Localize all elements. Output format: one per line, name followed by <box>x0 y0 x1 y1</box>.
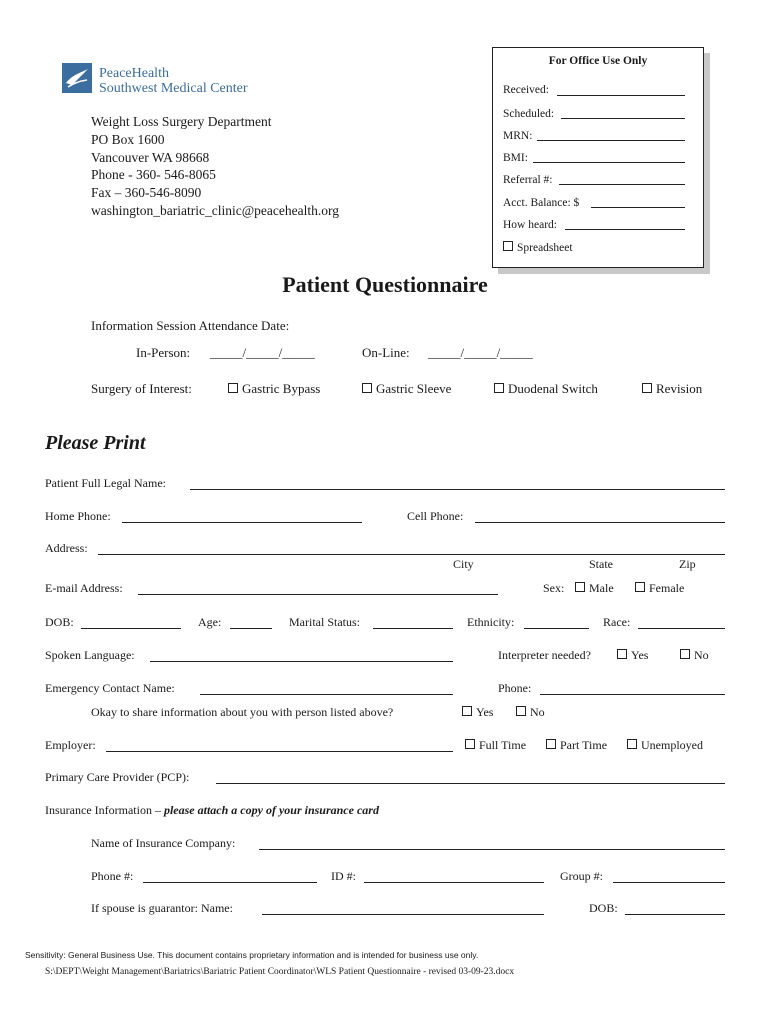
full-time-label: Full Time <box>479 738 527 752</box>
department-city: Vancouver WA 98668 <box>91 149 210 165</box>
interpreter-yes-checkbox[interactable] <box>617 649 627 659</box>
sensitivity-notice: Sensitivity: General Business Use. This document contains proprietary information and is intended for business use only. <box>25 950 479 960</box>
in-person-label: In-Person: <box>136 345 191 360</box>
unemployed-label: Unemployed <box>641 738 703 752</box>
office-mrn-field[interactable] <box>537 129 685 141</box>
interpreter-label: Interpreter needed? <box>498 648 591 662</box>
office-scheduled-field[interactable] <box>561 107 685 119</box>
department-phone: Phone - 360- 546-8065 <box>91 167 216 183</box>
surgery-interest-label: Surgery of Interest: <box>91 381 192 396</box>
insurance-id-field[interactable] <box>364 870 544 883</box>
full-time-option[interactable] <box>465 738 526 753</box>
office-received-label: Received: <box>503 84 549 96</box>
revision-checkbox[interactable] <box>642 383 652 393</box>
emergency-contact-label: Emergency Contact Name: <box>45 681 175 695</box>
dob-field[interactable] <box>81 616 181 629</box>
share-no-label: No <box>530 705 545 719</box>
employer-label: Employer: <box>45 738 96 752</box>
department-address <box>91 113 371 220</box>
state-caption: State <box>589 557 613 571</box>
office-bmi-field[interactable] <box>533 151 685 163</box>
spreadsheet-label: Spreadsheet <box>517 242 573 254</box>
office-received-field[interactable] <box>557 84 685 96</box>
male-label: Male <box>589 581 614 595</box>
office-balance-label: Acct. Balance: $ <box>503 197 580 209</box>
unemployed-option[interactable] <box>627 738 703 753</box>
dob-label: DOB: <box>45 615 74 629</box>
spoken-language-label: Spoken Language: <box>45 648 135 662</box>
age-label: Age: <box>198 615 222 629</box>
employer-field[interactable] <box>106 739 453 752</box>
emergency-phone-label: Phone: <box>498 681 532 695</box>
logo-name: PeaceHealth <box>99 66 169 81</box>
office-title: For Office Use Only <box>548 55 648 67</box>
legal-name-label: Patient Full Legal Name: <box>45 476 166 490</box>
male-option[interactable] <box>575 581 614 596</box>
office-how-heard-field[interactable] <box>565 218 685 230</box>
part-time-label: Part Time <box>560 738 608 752</box>
gastric-sleeve-label: Gastric Sleeve <box>376 381 452 396</box>
insurance-group-field[interactable] <box>613 870 725 883</box>
department-fax: Fax – 360-546-8090 <box>91 185 202 201</box>
insurance-company-field[interactable] <box>259 837 725 850</box>
gastric-sleeve-option[interactable] <box>362 381 451 397</box>
share-no-checkbox[interactable] <box>516 706 526 716</box>
interpreter-yes-option[interactable] <box>617 648 648 663</box>
share-yes-checkbox[interactable] <box>462 706 472 716</box>
guarantor-name-field[interactable] <box>262 902 544 915</box>
insurance-heading <box>45 803 379 818</box>
guarantor-dob-field[interactable] <box>625 902 725 915</box>
spreadsheet-checkbox[interactable] <box>503 241 513 251</box>
office-mrn-label: MRN: <box>503 130 533 142</box>
file-path: S:\DEPT\Weight Management\Bariatrics\Bariatric Patient Coordinator\WLS Patient Questionnaire - revised 03-09-23.docx <box>45 967 515 977</box>
female-checkbox[interactable] <box>635 582 645 592</box>
page-title: Patient Questionnaire <box>282 272 488 297</box>
emergency-contact-field[interactable] <box>200 682 453 695</box>
legal-name-field[interactable] <box>190 477 725 490</box>
peacehealth-logo-icon <box>62 63 92 93</box>
interpreter-no-label: No <box>694 648 709 662</box>
age-field[interactable] <box>230 616 272 629</box>
share-yes-label: Yes <box>476 705 494 719</box>
insurance-id-label: ID #: <box>331 869 356 883</box>
duodenal-switch-checkbox[interactable] <box>494 383 504 393</box>
gastric-bypass-label: Gastric Bypass <box>242 381 321 396</box>
race-label: Race: <box>603 615 631 629</box>
interpreter-yes-label: Yes <box>631 648 649 662</box>
sex-label: Sex: <box>543 581 565 595</box>
gastric-bypass-checkbox[interactable] <box>228 383 238 393</box>
guarantor-name-label: If spouse is guarantor: Name: <box>91 901 233 915</box>
part-time-option[interactable] <box>546 738 607 753</box>
share-info-question: Okay to share information about you with person listed above? <box>91 705 394 719</box>
address-label: Address: <box>45 541 88 555</box>
office-bmi-label: BMI: <box>503 152 528 164</box>
female-label: Female <box>649 581 685 595</box>
department-email: washington_bariatric_clinic@peacehealth.org <box>91 202 339 218</box>
race-field[interactable] <box>638 616 725 629</box>
department-name: Weight Loss Surgery Department <box>91 114 272 129</box>
address-field[interactable] <box>98 542 725 555</box>
female-option[interactable] <box>635 581 684 596</box>
ethnicity-field[interactable] <box>524 616 589 629</box>
office-use-box <box>492 47 704 268</box>
office-referral-label: Referral #: <box>503 174 553 186</box>
online-label: On-Line: <box>362 345 410 360</box>
insurance-phone-label: Phone #: <box>91 869 134 883</box>
cell-phone-label: Cell Phone: <box>407 509 464 523</box>
department-po-box: PO Box 1600 <box>91 131 165 147</box>
home-phone-label: Home Phone: <box>45 509 111 523</box>
marital-status-field[interactable] <box>373 616 453 629</box>
insurance-company-label: Name of Insurance Company: <box>91 836 236 850</box>
office-balance-field[interactable] <box>591 196 685 208</box>
interpreter-no-option[interactable] <box>680 648 709 663</box>
insurance-note: please attach a copy of your insurance card <box>163 803 379 817</box>
please-print-heading: Please Print <box>45 432 146 454</box>
online-date-field[interactable]: _____/_____/_____ <box>428 345 533 360</box>
cell-phone-field[interactable] <box>475 510 725 523</box>
city-caption: City <box>453 557 474 571</box>
session-date-label: Information Session Attendance Date: <box>91 318 290 333</box>
revision-option[interactable] <box>642 381 702 397</box>
share-no-option[interactable] <box>516 705 545 720</box>
share-yes-option[interactable] <box>462 705 493 720</box>
part-time-checkbox[interactable] <box>546 739 556 749</box>
office-spreadsheet-option[interactable] <box>503 241 573 254</box>
unemployed-checkbox[interactable] <box>627 739 637 749</box>
spoken-language-field[interactable] <box>150 649 453 662</box>
duodenal-switch-option[interactable] <box>494 381 598 397</box>
full-time-checkbox[interactable] <box>465 739 475 749</box>
guarantor-dob-label: DOB: <box>589 901 618 915</box>
emergency-phone-field[interactable] <box>540 682 725 695</box>
insurance-group-label: Group #: <box>560 869 603 883</box>
zip-caption: Zip <box>679 557 696 571</box>
home-phone-field[interactable] <box>122 510 362 523</box>
revision-label: Revision <box>656 381 703 396</box>
gastric-sleeve-checkbox[interactable] <box>362 383 372 393</box>
gastric-bypass-option[interactable] <box>228 381 320 397</box>
pcp-field[interactable] <box>216 771 725 784</box>
male-checkbox[interactable] <box>575 582 585 592</box>
office-referral-field[interactable] <box>559 173 685 185</box>
office-how-heard-label: How heard: <box>503 219 557 231</box>
email-field[interactable] <box>138 582 498 595</box>
marital-status-label: Marital Status: <box>289 615 360 629</box>
duodenal-switch-label: Duodenal Switch <box>508 381 598 396</box>
in-person-date-field[interactable]: _____/_____/_____ <box>210 345 315 360</box>
email-label: E-mail Address: <box>45 581 123 595</box>
logo-subname: Southwest Medical Center <box>99 81 248 96</box>
interpreter-no-checkbox[interactable] <box>680 649 690 659</box>
insurance-label: Insurance Information – <box>45 803 164 817</box>
pcp-label: Primary Care Provider (PCP): <box>45 770 190 784</box>
office-scheduled-label: Scheduled: <box>503 108 555 120</box>
insurance-phone-field[interactable] <box>143 870 317 883</box>
ethnicity-label: Ethnicity: <box>467 615 515 629</box>
